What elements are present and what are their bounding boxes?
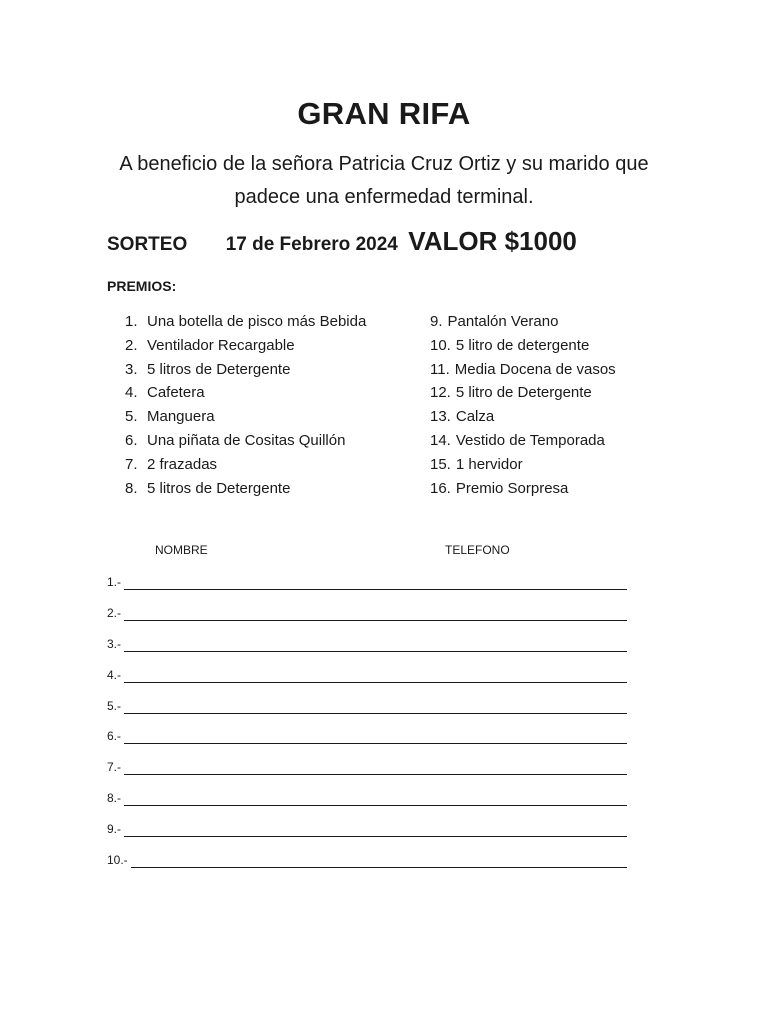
prize-number: 3. <box>125 360 138 378</box>
prize-item <box>430 405 616 429</box>
prize-number: 9. <box>430 313 443 330</box>
prize-text: Una botella de pisco más Bebida <box>147 313 367 330</box>
prize-list-right <box>430 310 616 500</box>
entry-line <box>107 757 627 788</box>
prize-number: 4. <box>125 384 138 402</box>
prize-text: Una piñata de Cositas Quillón <box>147 431 346 449</box>
prize-item <box>430 429 616 453</box>
prize-text: 5 litro de detergente <box>455 336 590 354</box>
entry-line <box>107 634 627 665</box>
prize-number: 7. <box>125 455 138 473</box>
entry-number: 5.- <box>107 698 122 713</box>
prize-number: 14. <box>430 431 451 449</box>
prize-number: 13. <box>430 408 451 426</box>
prize-text: Pantalón Verano <box>447 313 559 330</box>
prize-item <box>430 358 616 382</box>
prize-number: 10. <box>430 336 451 354</box>
prize-item <box>430 334 616 358</box>
nombre-column-label: NOMBRE <box>155 543 208 557</box>
subtitle: A beneficio de la señora Patricia Cruz Ortiz y su marido que padece una enfermedad terminal. <box>119 153 649 208</box>
prize-text: 5 litros de Detergente <box>147 360 291 378</box>
prize-item <box>430 453 616 477</box>
sorteo-line <box>107 226 707 257</box>
prize-item <box>430 477 616 501</box>
entry-line <box>107 819 627 850</box>
valor-price: VALOR $1000 <box>408 226 577 256</box>
entry-line <box>107 726 627 757</box>
prize-item <box>125 381 366 405</box>
prize-item <box>125 429 366 453</box>
prize-number: 6. <box>125 431 138 449</box>
entry-rule <box>131 867 627 868</box>
premios-heading: PREMIOS: <box>107 278 177 294</box>
entry-number: 6.- <box>107 729 122 744</box>
entry-line <box>107 696 627 727</box>
prize-number: 5. <box>125 408 138 426</box>
entry-line <box>107 603 627 634</box>
prize-text: Ventilador Recargable <box>147 336 295 354</box>
prize-item <box>125 358 366 382</box>
entry-rule <box>124 774 627 775</box>
prize-item <box>430 310 616 334</box>
entry-line <box>107 788 627 819</box>
entry-rule <box>124 713 627 714</box>
prize-text: 5 litros de Detergente <box>147 479 291 497</box>
sorteo-date: 17 de Febrero 2024 <box>225 234 398 255</box>
prize-number: 11. <box>430 360 450 378</box>
prize-item <box>125 453 366 477</box>
entry-rule <box>124 620 627 621</box>
prize-text: Vestido de Temporada <box>455 431 605 449</box>
entry-rule <box>124 743 627 744</box>
entry-number: 2.- <box>107 605 122 620</box>
page-title: GRAN RIFA <box>297 96 471 131</box>
telefono-column-label: TELEFONO <box>445 543 510 557</box>
prize-number: 2. <box>125 336 138 354</box>
entry-rule <box>124 651 627 652</box>
entry-rule <box>124 836 627 837</box>
entry-line <box>107 572 627 603</box>
prize-item <box>125 405 366 429</box>
prize-text: 2 frazadas <box>147 455 218 473</box>
prize-number: 15. <box>430 455 451 473</box>
prize-item <box>125 477 366 501</box>
prize-text: Calza <box>455 408 495 426</box>
prize-number: 1. <box>125 313 138 330</box>
prize-text: Media Docena de vasos <box>454 360 616 378</box>
prize-text: 5 litro de Detergente <box>455 384 592 402</box>
entry-number: 7.- <box>107 760 122 775</box>
prize-number: 8. <box>125 479 138 497</box>
entry-line <box>107 850 627 881</box>
prize-text: 1 hervidor <box>455 455 523 473</box>
prize-number: 16. <box>430 479 451 497</box>
entry-rule <box>124 589 627 590</box>
entry-number: 9.- <box>107 822 122 837</box>
entry-lines <box>107 572 627 881</box>
prize-list-left <box>125 310 366 500</box>
prize-item <box>125 334 366 358</box>
prize-item <box>430 381 616 405</box>
entry-number: 10.- <box>107 853 128 868</box>
entry-number: 8.- <box>107 791 122 806</box>
entry-line <box>107 665 627 696</box>
entry-rule <box>124 682 627 683</box>
entry-number: 4.- <box>107 667 122 682</box>
prize-text: Manguera <box>147 408 215 426</box>
prize-text: Cafetera <box>147 384 205 402</box>
prize-item <box>125 310 366 334</box>
sorteo-label: SORTEO <box>107 234 188 255</box>
prize-number: 12. <box>430 384 451 402</box>
entry-rule <box>124 805 627 806</box>
entry-number: 1.- <box>107 575 122 589</box>
entry-number: 3.- <box>107 636 122 651</box>
prize-text: Premio Sorpresa <box>455 479 569 497</box>
